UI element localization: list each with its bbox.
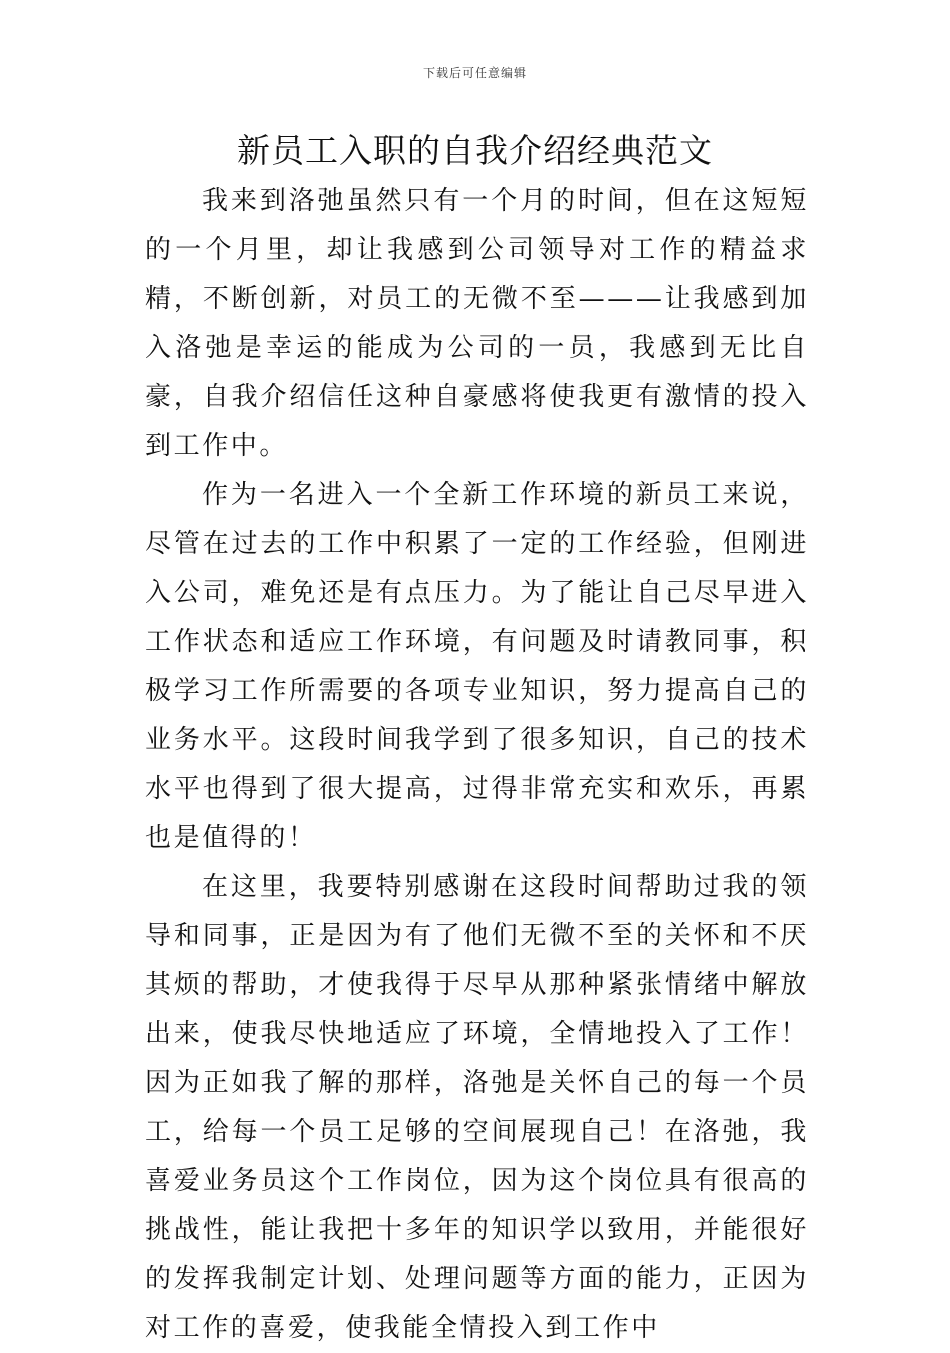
paragraph-2: 作为一名进入一个全新工作环境的新员工来说，尽管在过去的工作中积累了一定的工作经验，但刚进入公司，难免还是有点压力。为了能让自己尽早进入工作状态和适应工作环境，有问题及时请教同事，积极学习工作所需要的各项专业知识，努力提高自己的业务水平。这段时间我学到了很多知识，自己的技术水平也得到了很大提高，过得非常充实和欢乐，再累也是值得的！	[145, 480, 809, 853]
paragraph-3: 在这里，我要特别感谢在这段时间帮助过我的领导和同事，正是因为有了他们无微不至的关怀和不厌其烦的帮助，才使我得于尽早从那种紧张情绪中解放出来，使我尽快地适应了环境，全情地投入了工作！因为正如我了解的那样，洛弛是关怀自己的每一个员工，给每一个员工足够的空间展现自己！在洛弛，我喜爱业务员这个工作岗位，因为这个岗位具有很高的挑战性，能让我把十多年的知识学以致用，并能很好的发挥我制定计划、处理问题等方面的能力，正因为对工作的喜爱，使我能全情投入到工作中	[145, 872, 809, 1343]
header-note: 下载后可任意编辑	[422, 66, 527, 80]
document-body	[145, 177, 809, 1353]
paragraph-1: 我来到洛弛虽然只有一个月的时间，但在这短短的一个月里，却让我感到公司领导对工作的精益求精，不断创新，对员工的无微不至———让我感到加入洛弛是幸运的能成为公司的一员，我感到无比自豪，自我介绍信任这种自豪感将使我更有激情的投入到工作中。	[145, 186, 809, 461]
document-title: 新员工入职的自我介绍经典范文	[237, 131, 713, 170]
